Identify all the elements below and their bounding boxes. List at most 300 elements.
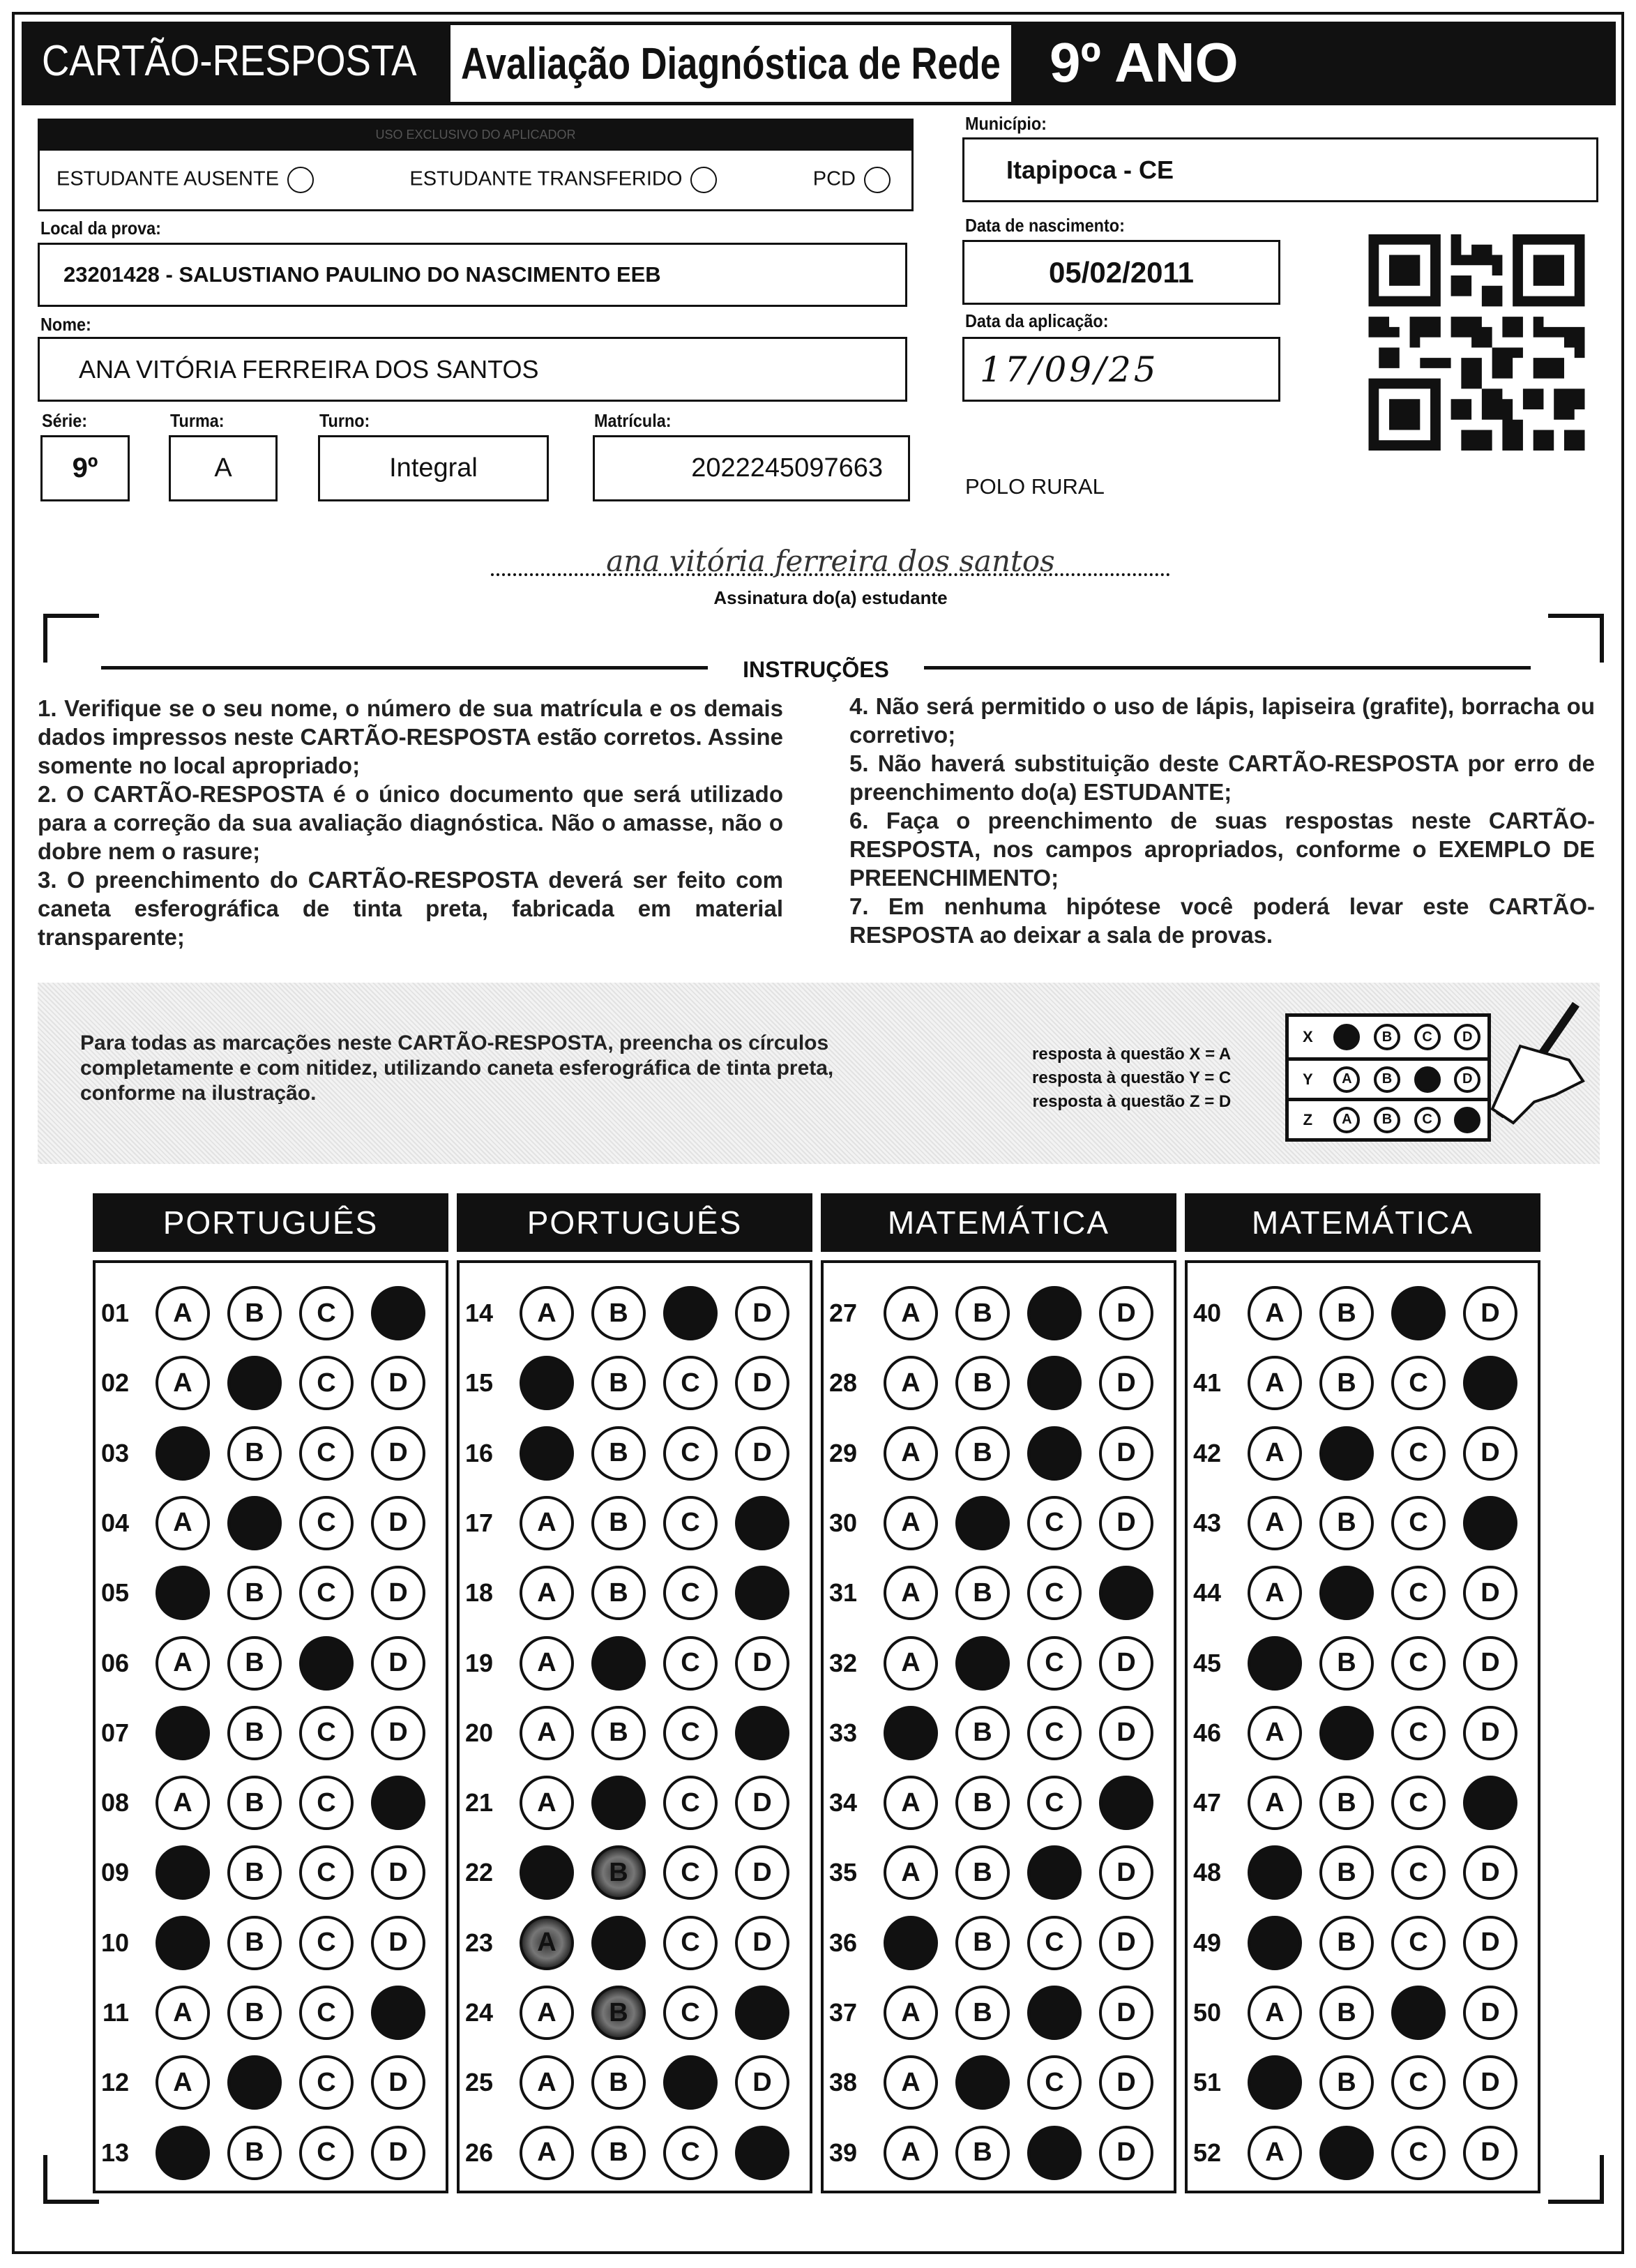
answer-bubble-b[interactable]: B: [591, 2126, 646, 2180]
question-number: 16: [464, 1438, 493, 1467]
answer-bubble-a[interactable]: A: [884, 1636, 938, 1691]
question-row: [460, 1775, 810, 1831]
answer-bubble-c[interactable]: C: [299, 1986, 354, 2040]
answer-bubble-c[interactable]: [1391, 1986, 1446, 2040]
answer-bubble-c[interactable]: C: [663, 1636, 718, 1691]
answer-bubble-d[interactable]: D: [371, 1916, 425, 1970]
answer-bubble-b[interactable]: [591, 1916, 646, 1970]
answer-bubble-c[interactable]: C: [1391, 2126, 1446, 2180]
answer-bubble-b[interactable]: B: [1319, 1496, 1374, 1550]
question-row: [460, 2125, 810, 2181]
serie-field: [40, 435, 130, 501]
answer-bubble-c[interactable]: C: [663, 1706, 718, 1760]
answer-bubble-c[interactable]: C: [663, 1916, 718, 1970]
answer-bubble-d[interactable]: [371, 1986, 425, 2040]
exam-name: Avaliação Diagnóstica de Rede: [461, 38, 1001, 89]
answer-bubble-c[interactable]: [1027, 1286, 1082, 1340]
answer-bubble-c[interactable]: C: [663, 1426, 718, 1481]
answer-bubble-d[interactable]: D: [371, 1356, 425, 1410]
answer-bubble-a[interactable]: A: [884, 1426, 938, 1481]
answer-bubble-c[interactable]: C: [663, 1496, 718, 1550]
answer-bubble-b[interactable]: B: [955, 1566, 1010, 1620]
answer-bubble-a[interactable]: A: [1248, 1286, 1302, 1340]
question-number: 08: [100, 1788, 129, 1817]
answer-bubble-d[interactable]: [1463, 1496, 1517, 1550]
answer-bubble-a[interactable]: A: [884, 1776, 938, 1830]
answer-bubble-d[interactable]: D: [735, 1845, 789, 1900]
answer-bubble-b[interactable]: B: [591, 1496, 646, 1550]
answer-bubble-b[interactable]: B: [955, 1286, 1010, 1340]
answer-bubble-a[interactable]: A: [1248, 1706, 1302, 1760]
answer-bubble-b[interactable]: [591, 1636, 646, 1691]
municipio-field: [962, 137, 1598, 202]
answer-bubble-b[interactable]: [955, 2055, 1010, 2110]
answer-bubble-c[interactable]: C: [663, 1845, 718, 1900]
answer-bubble-c[interactable]: C: [1027, 1916, 1082, 1970]
answer-bubble-b[interactable]: [227, 1496, 282, 1550]
answer-bubble-b[interactable]: [591, 1776, 646, 1830]
question-row: [824, 1915, 1174, 1971]
answer-bubble-c[interactable]: C: [1027, 1776, 1082, 1830]
answer-box: [93, 1260, 448, 2193]
answer-bubble-d[interactable]: [735, 1496, 789, 1550]
answer-bubble-c[interactable]: [663, 2055, 718, 2110]
nome-label: Nome:: [40, 314, 91, 335]
answer-bubble-d[interactable]: [735, 1986, 789, 2040]
answer-bubble-a[interactable]: A: [520, 1706, 574, 1760]
question-row: [1188, 1635, 1538, 1691]
answer-bubble-c[interactable]: C: [1391, 1916, 1446, 1970]
section-header: MATEMÁTICA: [1185, 1193, 1540, 1252]
answer-bubble-d[interactable]: D: [1099, 1356, 1153, 1410]
answer-bubble-b[interactable]: B: [955, 1845, 1010, 1900]
answer-bubble-c[interactable]: C: [663, 1566, 718, 1620]
question-number: 49: [1192, 1928, 1221, 1957]
answer-bubble-c[interactable]: C: [1391, 1426, 1446, 1481]
answer-bubble-b[interactable]: B: [227, 1566, 282, 1620]
answer-bubble-d[interactable]: [1463, 1776, 1517, 1830]
question-number: 26: [464, 2138, 493, 2167]
answer-bubble-d[interactable]: D: [371, 2126, 425, 2180]
answer-bubble-a[interactable]: [884, 1916, 938, 1970]
answer-bubble-d[interactable]: D: [371, 1845, 425, 1900]
answer-bubble-a[interactable]: [520, 1426, 574, 1481]
answer-bubble-a[interactable]: A: [884, 1845, 938, 1900]
local-value: 23201428 - SALUSTIANO PAULINO DO NASCIMENTO EEB: [63, 262, 661, 287]
answer-bubble-c[interactable]: C: [1391, 1706, 1446, 1760]
answer-bubble-b[interactable]: B: [955, 1706, 1010, 1760]
example-lines: [1032, 1043, 1231, 1114]
answer-bubble-a[interactable]: A: [1248, 1986, 1302, 2040]
answer-bubble-b[interactable]: [1319, 1706, 1374, 1760]
instructions-left: 1. Verifique se o seu nome, o número de sua matrícula e os demais dados impressos neste CARTÃO-RESPOSTA estão corretos. Assine somente no local apropriado; 2. O CARTÃO-RESPOSTA é o único documento que será utilizado para a correção da sua avaliação diagnóstica. Não o amasse, não o dobre nem o rasure; 3. O preenchimento do CARTÃO-RESPOSTA deverá ser feito com caneta esferográfica de tinta preta, fabricada em material transparente;: [38, 695, 783, 950]
answer-bubble-a[interactable]: A: [156, 1356, 210, 1410]
question-number: 01: [100, 1299, 129, 1327]
turma-value: A: [214, 453, 232, 483]
answer-bubble-a[interactable]: A: [156, 1286, 210, 1340]
question-row: [96, 1426, 446, 1481]
answer-bubble-a[interactable]: A: [520, 2126, 574, 2180]
answer-bubble-c[interactable]: C: [1391, 1496, 1446, 1550]
answer-bubble-c[interactable]: C: [299, 2055, 354, 2110]
answer-bubble-c[interactable]: [1027, 1426, 1082, 1481]
answer-bubble-d[interactable]: D: [735, 1776, 789, 1830]
question-number: 19: [464, 1648, 493, 1677]
answer-bubble-d[interactable]: D: [1099, 1916, 1153, 1970]
answer-bubble-b[interactable]: [227, 1356, 282, 1410]
answer-bubble-c[interactable]: C: [1027, 1496, 1082, 1550]
answer-bubble-c[interactable]: C: [663, 1986, 718, 2040]
question-row: [824, 2125, 1174, 2181]
aplicacao-field[interactable]: [962, 337, 1280, 402]
transferred-bubble[interactable]: [690, 167, 717, 193]
answer-bubble-d[interactable]: D: [1099, 1986, 1153, 2040]
answer-bubble-a[interactable]: [1248, 1636, 1302, 1691]
pcd-option[interactable]: [813, 167, 891, 193]
answer-bubble-a[interactable]: [156, 2126, 210, 2180]
question-row: [824, 1635, 1174, 1691]
example-question: X: [1302, 1028, 1313, 1045]
answer-bubble-c[interactable]: C: [1027, 1706, 1082, 1760]
question-row: [96, 1705, 446, 1761]
answer-bubble-b[interactable]: B: [955, 2126, 1010, 2180]
answer-bubble-b[interactable]: B: [227, 1286, 282, 1340]
absent-option[interactable]: [56, 167, 314, 193]
answer-bubble-c[interactable]: C: [299, 1916, 354, 1970]
answer-bubble-a[interactable]: A: [520, 1636, 574, 1691]
answer-bubble-b[interactable]: B: [955, 1776, 1010, 1830]
answer-bubble-d[interactable]: D: [1463, 1566, 1517, 1620]
answer-bubble-d[interactable]: D: [735, 1636, 789, 1691]
answer-bubble-d[interactable]: [371, 1776, 425, 1830]
applicator-strip: [38, 119, 914, 151]
answer-bubble-d[interactable]: [1099, 1566, 1153, 1620]
answer-bubble-a[interactable]: A: [156, 1986, 210, 2040]
answer-bubble-b[interactable]: B: [227, 1916, 282, 1970]
instructions-right: 4. Não será permitido o uso de lápis, lapiseira (grafite), borracha ou corretivo; 5. Não haverá substituição deste CARTÃO-RESPOSTA por erro de preenchimento do(a) ESTUDANTE; 6. Faça o preenchimento de suas respostas neste CARTÃO-RESPOSTA, nos campos apropriados, conforme o EXEMPLO DE PREENCHIMENTO; 7. Em nenhuma hipótese você poderá levar este CARTÃO-RESPOSTA ao deixar a sala de provas.: [849, 693, 1595, 948]
answer-bubble-b[interactable]: B: [591, 1845, 646, 1900]
answer-bubble-b[interactable]: B: [227, 1845, 282, 1900]
answer-bubble-d[interactable]: D: [1463, 1916, 1517, 1970]
answer-bubble-d[interactable]: [1463, 1356, 1517, 1410]
answer-bubble-d[interactable]: D: [1099, 1426, 1153, 1481]
answer-bubble-d[interactable]: [735, 1566, 789, 1620]
answer-bubble-c[interactable]: C: [1391, 1356, 1446, 1410]
answer-bubble-d[interactable]: D: [371, 1496, 425, 1550]
answer-bubble-d[interactable]: [735, 1706, 789, 1760]
answer-bubble-a[interactable]: A: [1248, 1776, 1302, 1830]
divider: [101, 666, 708, 670]
answer-bubble-b[interactable]: B: [227, 2126, 282, 2180]
answer-bubble-b[interactable]: B: [1319, 1636, 1374, 1691]
answer-bubble-d[interactable]: D: [735, 2055, 789, 2110]
answer-bubble-b[interactable]: B: [1319, 1845, 1374, 1900]
qr-code: [1367, 234, 1586, 451]
matricula-label: Matrícula:: [594, 410, 672, 431]
answer-bubble-a[interactable]: A: [1248, 1356, 1302, 1410]
answer-bubble-d[interactable]: D: [1099, 2126, 1153, 2180]
answer-bubble-c[interactable]: C: [1391, 1566, 1446, 1620]
answer-bubble-a[interactable]: A: [520, 2055, 574, 2110]
answer-bubble-d[interactable]: [371, 1286, 425, 1340]
local-label: Local da prova:: [40, 218, 161, 239]
answer-bubble-d[interactable]: D: [735, 1916, 789, 1970]
answer-bubble-d[interactable]: D: [735, 1286, 789, 1340]
answer-bubble-c[interactable]: [1027, 2126, 1082, 2180]
answer-bubble-d[interactable]: [1099, 1776, 1153, 1830]
answer-bubble-a[interactable]: A: [884, 1496, 938, 1550]
example-question: Y: [1302, 1070, 1313, 1088]
answer-bubble-a[interactable]: A: [520, 1776, 574, 1830]
answer-bubble-a[interactable]: A: [1248, 1496, 1302, 1550]
pcd-label: PCD: [812, 167, 856, 190]
answer-bubble-a[interactable]: A: [156, 1496, 210, 1550]
answer-bubble-d[interactable]: [735, 2126, 789, 2180]
section-header: MATEMÁTICA: [821, 1193, 1176, 1252]
answer-bubble-a[interactable]: [520, 1356, 574, 1410]
question-number: 24: [464, 1998, 493, 2027]
turno-field: [318, 435, 549, 501]
answer-bubble-c[interactable]: C: [299, 2126, 354, 2180]
answer-bubble-a[interactable]: A: [520, 1496, 574, 1550]
question-number: 50: [1192, 1998, 1221, 2027]
question-number: 47: [1192, 1788, 1221, 1817]
answer-bubble-b[interactable]: B: [227, 1986, 282, 2040]
answer-bubble-a[interactable]: [156, 1916, 210, 1970]
answer-bubble-c[interactable]: C: [1027, 1566, 1082, 1620]
answer-bubble-a[interactable]: A: [520, 1566, 574, 1620]
question-number: 25: [464, 2068, 493, 2097]
answer-bubble-d[interactable]: D: [1099, 1496, 1153, 1550]
question-number: 27: [828, 1299, 857, 1327]
answer-bubble-d[interactable]: D: [371, 1426, 425, 1481]
answer-bubble-b[interactable]: B: [227, 1776, 282, 1830]
answer-bubble-d[interactable]: D: [1099, 1706, 1153, 1760]
question-number: 11: [102, 1998, 129, 2027]
absent-label: ESTUDANTE AUSENTE: [56, 167, 280, 190]
example-question: Z: [1303, 1110, 1313, 1128]
question-number: 33: [828, 1718, 857, 1747]
answer-bubble-b[interactable]: B: [591, 2055, 646, 2110]
exam-name-box: [450, 25, 1011, 102]
corner-mark: [1548, 2155, 1604, 2204]
answer-bubble-d[interactable]: D: [1099, 2055, 1153, 2110]
answer-bubble-a[interactable]: A: [1248, 2126, 1302, 2180]
answer-bubble-d[interactable]: D: [1463, 1286, 1517, 1340]
question-row: [96, 1565, 446, 1621]
question-number: 42: [1192, 1438, 1221, 1467]
answer-bubble-c[interactable]: C: [299, 1706, 354, 1760]
question-row: [96, 1495, 446, 1551]
question-row: [1188, 1845, 1538, 1900]
answer-bubble-d[interactable]: D: [1463, 1706, 1517, 1760]
answer-bubble-c[interactable]: C: [299, 1566, 354, 1620]
question-row: [96, 1985, 446, 2041]
answer-bubble-a[interactable]: A: [884, 2126, 938, 2180]
answer-bubble-c[interactable]: C: [299, 1845, 354, 1900]
question-number: 43: [1192, 1508, 1221, 1537]
answer-bubble-d[interactable]: D: [1463, 2055, 1517, 2110]
answer-bubble-a[interactable]: [156, 1845, 210, 1900]
example-bubble: B: [1374, 1107, 1400, 1133]
example-bubble: A: [1333, 1107, 1360, 1133]
answer-bubble-a[interactable]: [156, 1426, 210, 1481]
example-bubble: A: [1333, 1066, 1360, 1093]
answer-bubble-b[interactable]: B: [1319, 1776, 1374, 1830]
answer-bubble-d[interactable]: D: [1463, 2126, 1517, 2180]
answer-bubble-a[interactable]: [156, 1706, 210, 1760]
answer-bubble-c[interactable]: [1027, 1986, 1082, 2040]
turma-label: Turma:: [170, 410, 225, 431]
aplicacao-label: Data da aplicação:: [965, 310, 1109, 331]
question-number: 51: [1192, 2068, 1221, 2097]
answer-bubble-a[interactable]: A: [156, 1636, 210, 1691]
answer-bubble-a[interactable]: A: [884, 2055, 938, 2110]
answer-bubble-c[interactable]: C: [1391, 2055, 1446, 2110]
grade: 9º ANO: [1050, 31, 1239, 93]
answer-bubble-b[interactable]: B: [591, 1356, 646, 1410]
answer-bubble-a[interactable]: A: [1248, 1426, 1302, 1481]
pcd-bubble[interactable]: [864, 167, 891, 193]
question-number: 44: [1192, 1578, 1221, 1608]
answer-bubble-b[interactable]: B: [591, 1566, 646, 1620]
question-row: [96, 1845, 446, 1900]
answer-bubble-c[interactable]: C: [299, 1776, 354, 1830]
answer-bubble-b[interactable]: [1319, 1566, 1374, 1620]
answer-bubble-a[interactable]: A: [156, 1776, 210, 1830]
question-row: [1188, 1495, 1538, 1551]
question-row: [1188, 1285, 1538, 1341]
answer-bubble-d[interactable]: D: [1463, 1845, 1517, 1900]
question-number: 15: [464, 1368, 493, 1398]
answer-bubble-c[interactable]: C: [1391, 1776, 1446, 1830]
answer-bubble-d[interactable]: D: [1463, 1426, 1517, 1481]
question-number: 05: [100, 1578, 129, 1608]
answer-bubble-b[interactable]: B: [1319, 1916, 1374, 1970]
answer-bubble-c[interactable]: C: [299, 1286, 354, 1340]
question-row: [460, 1355, 810, 1411]
applicator-options: [38, 150, 914, 211]
answer-bubble-d[interactable]: D: [1463, 1636, 1517, 1691]
municipio-value: Itapipoca - CE: [1006, 155, 1174, 184]
answer-bubble-b[interactable]: B: [227, 1706, 282, 1760]
answer-bubble-b[interactable]: B: [591, 1706, 646, 1760]
instructions-title: INSTRUÇÕES: [743, 657, 889, 682]
answer-bubble-d[interactable]: D: [1099, 1286, 1153, 1340]
answer-bubble-a[interactable]: [884, 1706, 938, 1760]
answer-bubble-c[interactable]: [299, 1636, 354, 1691]
answer-bubble-b[interactable]: B: [1319, 1356, 1374, 1410]
answer-bubble-c[interactable]: [1027, 1356, 1082, 1410]
answer-bubble-c[interactable]: C: [663, 1776, 718, 1830]
answer-bubble-d[interactable]: D: [735, 1356, 789, 1410]
answer-bubble-a[interactable]: A: [884, 1286, 938, 1340]
answer-bubble-a[interactable]: A: [520, 1986, 574, 2040]
answer-bubble-a[interactable]: A: [520, 1916, 574, 1970]
answer-bubble-a[interactable]: [156, 1566, 210, 1620]
answer-bubble-b[interactable]: B: [227, 1426, 282, 1481]
answer-bubble-c[interactable]: C: [663, 1356, 718, 1410]
question-row: [1188, 1775, 1538, 1831]
answer-bubble-b[interactable]: B: [955, 1356, 1010, 1410]
answer-bubble-c[interactable]: C: [299, 1356, 354, 1410]
question-row: [824, 1565, 1174, 1621]
answer-bubble-b[interactable]: B: [1319, 2055, 1374, 2110]
answer-bubble-a[interactable]: A: [884, 1566, 938, 1620]
answer-bubble-c[interactable]: [1391, 1286, 1446, 1340]
answer-bubble-a[interactable]: [1248, 1845, 1302, 1900]
answer-bubble-b[interactable]: B: [591, 1426, 646, 1481]
answer-bubble-b[interactable]: [955, 1636, 1010, 1691]
question-number: 52: [1192, 2138, 1221, 2167]
question-row: [96, 2055, 446, 2110]
question-row: [460, 2055, 810, 2110]
answer-bubble-b[interactable]: [955, 1496, 1010, 1550]
answer-bubble-d[interactable]: D: [371, 1706, 425, 1760]
answer-bubble-c[interactable]: [1027, 1845, 1082, 1900]
answer-bubble-b[interactable]: [1319, 1426, 1374, 1481]
answer-bubble-b[interactable]: [1319, 2126, 1374, 2180]
question-number: 46: [1192, 1718, 1221, 1747]
answer-bubble-b[interactable]: B: [591, 1286, 646, 1340]
answer-bubble-d[interactable]: D: [1099, 1636, 1153, 1691]
answer-bubble-b[interactable]: B: [955, 1916, 1010, 1970]
answer-bubble-c[interactable]: [663, 1286, 718, 1340]
answer-bubble-a[interactable]: A: [1248, 1566, 1302, 1620]
answer-bubble-a[interactable]: [1248, 1916, 1302, 1970]
question-row: [1188, 2055, 1538, 2110]
answer-bubble-b[interactable]: B: [955, 1986, 1010, 2040]
answer-bubble-c[interactable]: C: [1027, 1636, 1082, 1691]
answer-bubble-b[interactable]: B: [1319, 1286, 1374, 1340]
answer-bubble-a[interactable]: A: [156, 2055, 210, 2110]
answer-bubble-a[interactable]: [1248, 2055, 1302, 2110]
answer-bubble-b[interactable]: [227, 2055, 282, 2110]
answer-bubble-a[interactable]: A: [884, 1356, 938, 1410]
question-row: [96, 2125, 446, 2181]
answer-bubble-a[interactable]: A: [520, 1286, 574, 1340]
question-number: 14: [464, 1299, 493, 1327]
answer-bubble-d[interactable]: D: [735, 1426, 789, 1481]
answer-bubble-a[interactable]: [520, 1845, 574, 1900]
answer-bubble-d[interactable]: D: [1463, 1986, 1517, 2040]
answer-bubble-a[interactable]: A: [884, 1986, 938, 2040]
answer-bubble-b[interactable]: B: [591, 1986, 646, 2040]
answer-bubble-c[interactable]: C: [1391, 1845, 1446, 1900]
transferred-option[interactable]: [409, 167, 717, 193]
question-row: [460, 1705, 810, 1761]
answer-bubble-c[interactable]: C: [1027, 2055, 1082, 2110]
answer-bubble-b[interactable]: B: [955, 1426, 1010, 1481]
question-row: [1188, 1355, 1538, 1411]
answer-bubble-c[interactable]: C: [299, 1496, 354, 1550]
answer-bubble-b[interactable]: B: [1319, 1986, 1374, 2040]
answer-bubble-c[interactable]: C: [663, 2126, 718, 2180]
answer-bubble-b[interactable]: B: [227, 1636, 282, 1691]
answer-bubble-c[interactable]: C: [1391, 1636, 1446, 1691]
question-number: 10: [100, 1928, 129, 1957]
absent-bubble[interactable]: [287, 167, 314, 193]
serie-value: 9º: [72, 453, 98, 483]
answer-bubble-d[interactable]: D: [371, 1566, 425, 1620]
answer-bubble-d[interactable]: D: [371, 1636, 425, 1691]
section-header: PORTUGUÊS: [457, 1193, 812, 1252]
answer-bubble-d[interactable]: D: [371, 2055, 425, 2110]
answer-bubble-c[interactable]: C: [299, 1426, 354, 1481]
signature-label: Assinatura do(a) estudante: [713, 587, 948, 608]
question-number: 29: [828, 1438, 857, 1467]
answer-bubble-d[interactable]: D: [1099, 1845, 1153, 1900]
